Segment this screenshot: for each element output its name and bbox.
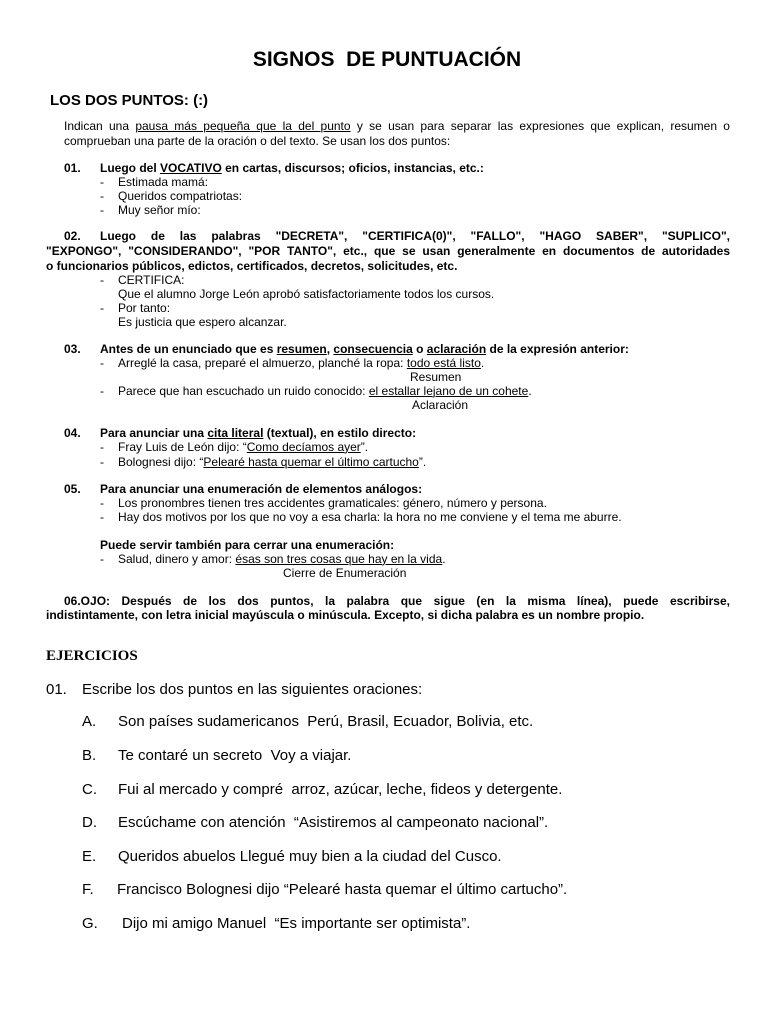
rule-05-example: Hay dos motivos por los que no voy a esa charla: la hora no me conviene y el tema me aburre. xyxy=(118,510,622,524)
rule-01-text-end: en cartas, discursos; oficios, instancias, etc.: xyxy=(221,161,484,175)
exercise-item-letter: C. xyxy=(82,781,97,798)
exercise-item-letter: A. xyxy=(82,713,97,730)
exercise-item-text: Son países sudamericanos Perú, Brasil, Ecuador, Bolivia, etc. xyxy=(118,713,534,730)
rule-02-example-label: Por tanto: xyxy=(118,301,171,315)
bullet-dash: - xyxy=(100,356,104,370)
bullet-dash: - xyxy=(100,273,104,287)
intro-line-1 xyxy=(64,119,730,133)
rule-03-text-part: de la expresión anterior: xyxy=(486,342,629,356)
exercise-item-text: Queridos abuelos Llegué muy bien a la ciudad del Cusco. xyxy=(118,848,502,865)
exercise-instruction: Escribe los dos puntos en las siguientes oraciones: xyxy=(82,681,423,698)
exercise-item-text: Fui al mercado y compré arroz, azúcar, leche, fideos y detergente. xyxy=(118,781,563,798)
example-text: Parece que han escuchado un ruido conocido: xyxy=(118,384,369,398)
rule-05-text: Para anunciar una enumeración de elementos análogos: xyxy=(100,482,423,496)
rule-02-example-text: Que el alumno Jorge León aprobó satisfactoriamente todos los cursos. xyxy=(118,287,495,301)
bullet-dash: - xyxy=(100,510,104,524)
exercise-item-letter: F. xyxy=(82,881,94,898)
bullet-dash: - xyxy=(100,496,104,510)
rule-03-example-1 xyxy=(118,356,484,370)
rule-03-underlined-word: consecuencia xyxy=(333,342,413,356)
example-text: Arreglé la casa, preparé el almuerzo, planché la ropa: xyxy=(118,356,407,370)
rule-04-number: 04. xyxy=(64,426,81,440)
bullet-dash: - xyxy=(100,455,104,469)
rule-05-example: Los pronombres tienen tres accidentes gramaticales: género, número y persona. xyxy=(118,496,547,510)
bullet-dash: - xyxy=(100,440,104,454)
rule-02-line-1: Luego de las palabras "DECRETA", "CERTIFICA(0)", "FALLO", "HAGO SABER", "SUPLICO", xyxy=(100,229,730,243)
bullet-dash: - xyxy=(100,189,104,203)
example-text: . xyxy=(442,552,446,566)
rule-01-example: Estimada mamá: xyxy=(118,175,209,189)
example-text: Salud, dinero y amor: xyxy=(118,552,236,566)
rule-03-text xyxy=(100,342,629,356)
rule-01-underlined-word: VOCATIVO xyxy=(160,161,222,175)
exercise-item-letter: D. xyxy=(82,814,97,831)
example-underlined-text: Como decíamos ayer xyxy=(246,440,361,454)
page-title: SIGNOS DE PUNTUACIÓN xyxy=(252,48,522,71)
rule-04-text-end: (textual), en estilo directo: xyxy=(263,426,417,440)
rule-01-text xyxy=(100,161,484,175)
intro-line-2: comprueban una parte de la oración o del texto. Se usan los dos puntos: xyxy=(64,134,451,148)
exercise-item-letter: E. xyxy=(82,848,97,865)
example-annotation-aclaracion: Aclaración xyxy=(412,398,469,412)
rule-02-number: 02. xyxy=(64,229,81,243)
rule-03-number: 03. xyxy=(64,342,81,356)
exercise-item-text: Francisco Bolognesi dijo “Pelearé hasta quemar el último cartucho”. xyxy=(117,881,568,898)
bullet-dash: - xyxy=(100,384,104,398)
example-text: Bolognesi dijo: “ xyxy=(118,455,204,469)
example-text: ”. xyxy=(360,440,369,454)
example-underlined-text: el estallar lejano de un cohete xyxy=(368,384,529,398)
rule-04-example-2 xyxy=(118,455,426,469)
exercise-item-text: Te contaré un secreto Voy a viajar. xyxy=(118,747,352,764)
exercise-item-text: Dijo mi amigo Manuel “Es importante ser optimista”. xyxy=(122,915,471,932)
rule-03-example-2 xyxy=(118,384,532,398)
rule-02-example-text: Es justicia que espero alcanzar. xyxy=(118,315,287,329)
example-text: . xyxy=(528,384,532,398)
rule-05-close-example xyxy=(118,552,446,566)
intro-text-end: y se usan para separar las expresiones que explican, resumen o xyxy=(350,119,730,133)
example-underlined-text: todo está listo xyxy=(406,356,481,370)
rule-05-number: 05. xyxy=(64,482,81,496)
example-text: . xyxy=(480,356,485,370)
example-annotation-resumen: Resumen xyxy=(410,370,462,384)
bullet-dash: - xyxy=(100,175,104,189)
example-underlined-text: ésas son tres cosas que hay en la vida xyxy=(235,552,443,566)
exercise-item-letter: G. xyxy=(82,915,98,932)
example-annotation-cierre: Cierre de Enumeración xyxy=(283,566,407,580)
rule-01-number: 01. xyxy=(64,161,81,175)
example-underlined-text: Pelearé hasta quemar el último cartucho xyxy=(203,455,419,469)
rule-05-close-heading: Puede servir también para cerrar una enumeración: xyxy=(100,538,395,552)
rule-01-example: Queridos compatriotas: xyxy=(118,189,243,203)
rule-04-underlined-phrase: cita literal xyxy=(207,426,264,440)
intro-underlined-phrase: pausa más pequeña que la del punto xyxy=(135,119,351,133)
rule-04-text-start: Para anunciar una xyxy=(100,426,208,440)
rule-02-line-2: "EXPONGO", "CONSIDERANDO", "POR TANTO", etc., que se usan generalmente en documentos de autoridades xyxy=(46,244,730,258)
rule-01-example: Muy señor mío: xyxy=(118,203,201,217)
rule-02-example-label: CERTIFICA: xyxy=(118,273,185,287)
bullet-dash: - xyxy=(100,203,104,217)
rule-04-text xyxy=(100,426,416,440)
rule-03-text-part: o xyxy=(412,342,427,356)
rule-03-underlined-word: resumen xyxy=(276,342,327,356)
intro-text-start: Indican una xyxy=(64,119,136,133)
rule-03-text-part: Antes de un enunciado que es xyxy=(100,342,277,356)
section-heading: LOS DOS PUNTOS: (:) xyxy=(50,92,209,109)
exercise-number: 01. xyxy=(46,681,67,698)
example-text: Fray Luis de León dijo: “ xyxy=(118,440,247,454)
exercise-item-text: Escúchame con atención “Asistiremos al campeonato nacional”. xyxy=(118,814,549,831)
rule-06-line-2: indistintamente, con letra inicial mayúscula o minúscula. Excepto, si dicha palabra es un nombre propio. xyxy=(46,608,645,622)
rule-01-text-start: Luego del xyxy=(100,161,160,175)
example-text: ”. xyxy=(418,455,427,469)
bullet-dash: - xyxy=(100,301,104,315)
rule-06-line-1: 06.OJO: Después de los dos puntos, la palabra que sigue (en la misma línea), puede escribirse, xyxy=(64,594,730,608)
rule-03-underlined-word: aclaración xyxy=(426,342,487,356)
rule-04-example-1 xyxy=(118,440,368,454)
rule-02-line-3: o funcionarios públicos, edictos, certificados, decretos, solicitudes, etc. xyxy=(46,259,458,273)
bullet-dash: - xyxy=(100,552,104,566)
exercises-heading: EJERCICIOS xyxy=(46,648,138,664)
exercise-item-letter: B. xyxy=(82,747,97,764)
rule-03-text-part: , xyxy=(326,342,334,356)
